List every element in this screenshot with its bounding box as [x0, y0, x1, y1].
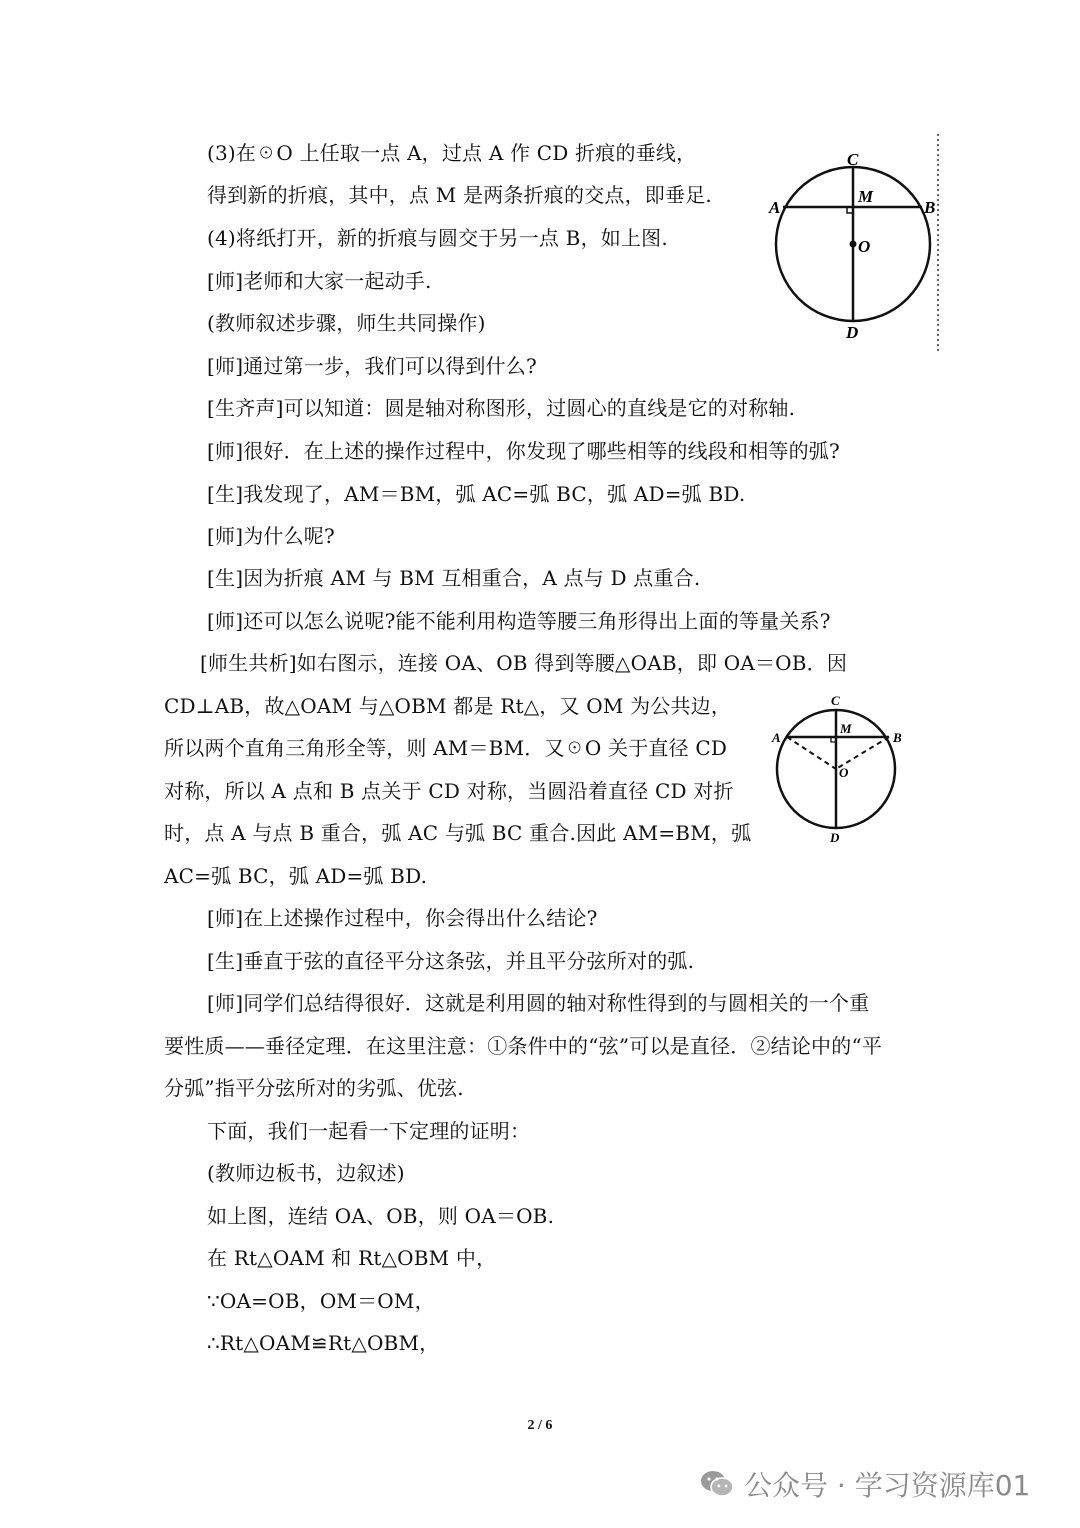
label-a: A: [769, 198, 781, 217]
text-line: (教师边板书，边叙述): [207, 1161, 405, 1185]
text-line: [生]垂直于弦的直径平分这条弦，并且平分弦所对的弧.: [207, 949, 695, 973]
figure-circle-radii: [766, 688, 916, 848]
label-o: O: [839, 765, 849, 780]
text-line: (4)将纸打开，新的折痕与圆交于另一点 B，如上图.: [207, 226, 668, 250]
text-line: [师]同学们总结得很好．这就是利用圆的轴对称性得到的与圆相关的一个重: [207, 991, 870, 1015]
text-line: [生]我发现了，AM＝BM，弧 AC=弧 BC，弧 AD=弧 BD.: [207, 482, 746, 506]
text-line: 下面，我们一起看一下定理的证明：: [207, 1119, 531, 1143]
wechat-icon: [700, 1469, 734, 1499]
page-number: 2 / 6: [527, 1418, 553, 1433]
text-line: 所以两个直角三角形全等，则 AM＝BM．又☉O 关于直径 CD: [164, 736, 728, 760]
label-o: O: [858, 237, 871, 256]
text-line: [师]在上述操作过程中，你会得出什么结论?: [207, 906, 598, 930]
text-line: 分弧”指平分弦所对的劣弧、优弦.: [164, 1076, 464, 1100]
text-line: CD⊥AB，故△OAM 与△OBM 都是 Rt△，又 OM 为公共边，: [164, 694, 732, 718]
text-line: 得到新的折痕，其中，点 M 是两条折痕的交点，即垂足.: [207, 183, 712, 207]
label-m: M: [858, 187, 874, 206]
text-line: 时，点 A 与点 B 重合，弧 AC 与弧 BC 重合.因此 AM=BM，弧: [164, 821, 752, 845]
text-line: 对称，所以 A 点和 B 点关于 CD 对称，当圆沿着直径 CD 对折: [164, 779, 734, 803]
center-point: [850, 241, 857, 248]
text-line: [师]很好．在上述的操作过程中，你发现了哪些相等的线段和相等的弧?: [207, 439, 840, 463]
text-line: [生齐声]可以知道：圆是轴对称图形，过圆心的直线是它的对称轴.: [207, 396, 796, 420]
text-line: [师]还可以怎么说呢?能不能利用构造等腰三角形得出上面的等量关系?: [207, 609, 831, 633]
figure-circle-fold: [760, 130, 960, 360]
label-c: C: [831, 693, 840, 708]
watermark-text: 公众号 · 学习资源库01: [744, 1469, 1031, 1502]
text-line: [师生共析]如右图示，连接 OA、OB 得到等腰△OAB，即 OA＝OB．因: [200, 651, 848, 675]
text-line: AC=弧 BC，弧 AD=弧 BD.: [164, 864, 428, 888]
label-a: A: [772, 730, 781, 745]
text-line: 要性质——垂径定理．在这里注意：①条件中的“弦”可以是直径．②结论中的“平: [164, 1034, 883, 1058]
text-line: 在 Rt△OAM 和 Rt△OBM 中，: [207, 1246, 497, 1270]
radius-oa: [787, 737, 836, 769]
label-m: M: [840, 721, 852, 736]
text-line: 如上图，连结 OA、OB，则 OA＝OB.: [207, 1204, 555, 1228]
label-d: D: [830, 830, 840, 845]
text-line: ∵OA=OB，OM＝OM，: [207, 1289, 435, 1313]
text-line: [师]通过第一步，我们可以得到什么?: [207, 354, 537, 378]
text-line: [师]为什么呢?: [207, 524, 335, 548]
text-line: [师]老师和大家一起动手.: [207, 269, 432, 293]
text-line: ∴Rt△OAM≌Rt△OBM，: [207, 1331, 440, 1355]
text-line: (教师叙述步骤，师生共同操作): [207, 311, 486, 335]
label-d: D: [846, 323, 859, 342]
label-b: B: [893, 730, 902, 745]
label-b: B: [924, 198, 936, 217]
text-line: (3)在☉O 上任取一点 A，过点 A 作 CD 折痕的垂线，: [207, 141, 697, 165]
text-line: [生]因为折痕 AM 与 BM 互相重合，A 点与 D 点重合.: [207, 566, 701, 590]
label-c: C: [847, 150, 859, 169]
watermark: [700, 1462, 1030, 1506]
